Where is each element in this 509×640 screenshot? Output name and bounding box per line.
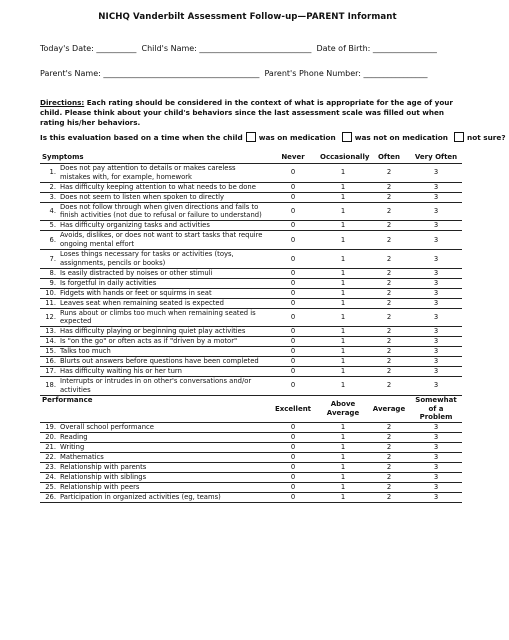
score-option[interactable]: 1 bbox=[318, 221, 368, 231]
symptom-text: Leaves seat when remaining seated is expected bbox=[58, 298, 268, 308]
header-occasionally: Occasionally bbox=[318, 152, 368, 163]
item-number: 26. bbox=[40, 492, 58, 502]
item-number: 10. bbox=[40, 288, 58, 298]
score-option[interactable]: 2 bbox=[368, 288, 410, 298]
symptom-row bbox=[40, 308, 462, 327]
symptom-text: Talks too much bbox=[58, 347, 268, 357]
item-number: 13. bbox=[40, 327, 58, 337]
score-option[interactable]: 3 bbox=[410, 192, 462, 202]
score-option[interactable]: 2 bbox=[368, 221, 410, 231]
score-option[interactable]: 3 bbox=[410, 433, 462, 443]
form-title: NICHQ Vanderbilt Assessment Follow-up—PARENT Informant bbox=[98, 12, 397, 22]
score-option[interactable]: 3 bbox=[410, 327, 462, 337]
score-option[interactable]: 0 bbox=[268, 337, 318, 347]
medication-question bbox=[40, 132, 509, 142]
symptom-text: Is easily distracted by noises or other stimuli bbox=[58, 268, 268, 278]
symptom-row bbox=[40, 192, 462, 202]
directions-text: Each rating should be considered in the context of what is appropriate for the age of your child. Please think about your child's behaviors since the last assessment scale was filled out when rating his/her behaviors. bbox=[40, 98, 453, 127]
score-option[interactable]: 3 bbox=[410, 357, 462, 367]
score-option[interactable]: 3 bbox=[410, 492, 462, 502]
directions-label: Directions: bbox=[40, 98, 85, 107]
score-option[interactable]: 2 bbox=[368, 298, 410, 308]
symptom-row bbox=[40, 376, 462, 395]
item-number: 2. bbox=[40, 182, 58, 192]
score-option[interactable]: 0 bbox=[268, 482, 318, 492]
not-sure-label: not sure? bbox=[467, 132, 506, 142]
score-option[interactable]: 0 bbox=[268, 221, 318, 231]
on-medication-label: was on medication bbox=[258, 132, 336, 142]
on-medication-checkbox[interactable] bbox=[246, 132, 256, 142]
score-option[interactable]: 0 bbox=[268, 443, 318, 453]
score-option[interactable]: 0 bbox=[268, 453, 318, 463]
item-number: 24. bbox=[40, 472, 58, 482]
score-option[interactable]: 3 bbox=[410, 443, 462, 453]
item-number: 3. bbox=[40, 192, 58, 202]
header-average: Average bbox=[368, 395, 410, 423]
directions-paragraph bbox=[40, 98, 460, 128]
symptom-text: Has difficulty playing or beginning quiet play activities bbox=[58, 327, 268, 337]
symptom-text: Is forgetful in daily activities bbox=[58, 278, 268, 288]
performance-text: Writing bbox=[58, 443, 268, 453]
performance-row bbox=[40, 443, 462, 453]
item-number: 11. bbox=[40, 298, 58, 308]
symptom-row bbox=[40, 202, 462, 221]
score-option[interactable]: 0 bbox=[268, 250, 318, 269]
score-option[interactable]: 3 bbox=[410, 221, 462, 231]
score-option[interactable]: 2 bbox=[368, 192, 410, 202]
symptom-row bbox=[40, 337, 462, 347]
score-option[interactable]: 2 bbox=[368, 327, 410, 337]
score-option[interactable]: 1 bbox=[318, 463, 368, 473]
score-option[interactable]: 3 bbox=[410, 366, 462, 376]
score-option[interactable]: 2 bbox=[368, 482, 410, 492]
score-option[interactable]: 0 bbox=[268, 202, 318, 221]
score-option[interactable]: 0 bbox=[268, 308, 318, 327]
score-option[interactable]: 0 bbox=[268, 278, 318, 288]
symptom-row bbox=[40, 250, 462, 269]
performance-row bbox=[40, 463, 462, 473]
performance-text: Reading bbox=[58, 433, 268, 443]
item-number: 20. bbox=[40, 433, 58, 443]
score-option[interactable]: 3 bbox=[410, 453, 462, 463]
symptom-text: Has difficulty waiting his or her turn bbox=[58, 366, 268, 376]
score-option[interactable]: 1 bbox=[318, 182, 368, 192]
item-number: 25. bbox=[40, 482, 58, 492]
symptom-text: Loses things necessary for tasks or activities (toys, assignments, pencils or books) bbox=[58, 250, 268, 269]
header-very-often: Very Often bbox=[410, 152, 462, 163]
score-option[interactable]: 1 bbox=[318, 192, 368, 202]
symptom-text: Fidgets with hands or feet or squirms in seat bbox=[58, 288, 268, 298]
symptom-text: Avoids, dislikes, or does not want to start tasks that require ongoing mental effort bbox=[58, 231, 268, 250]
score-option[interactable]: 3 bbox=[410, 231, 462, 250]
score-option[interactable]: 1 bbox=[318, 337, 368, 347]
performance-row bbox=[40, 453, 462, 463]
score-option[interactable]: 2 bbox=[368, 231, 410, 250]
score-option[interactable]: 2 bbox=[368, 453, 410, 463]
symptom-row bbox=[40, 163, 462, 182]
item-number: 18. bbox=[40, 376, 58, 395]
score-option[interactable]: 3 bbox=[410, 472, 462, 482]
score-option[interactable]: 2 bbox=[368, 308, 410, 327]
item-number: 14. bbox=[40, 337, 58, 347]
item-number: 21. bbox=[40, 443, 58, 453]
item-number: 5. bbox=[40, 221, 58, 231]
header-somewhat-of-a-problem: Somewhat of a Problem bbox=[410, 395, 462, 423]
item-number: 7. bbox=[40, 250, 58, 269]
score-option[interactable]: 0 bbox=[268, 192, 318, 202]
performance-row bbox=[40, 423, 462, 433]
score-option[interactable]: 2 bbox=[368, 433, 410, 443]
symptom-row bbox=[40, 366, 462, 376]
score-option[interactable]: 3 bbox=[410, 288, 462, 298]
symptom-text: Has difficulty organizing tasks and activities bbox=[58, 221, 268, 231]
symptoms-header-row bbox=[40, 152, 462, 163]
symptom-row bbox=[40, 357, 462, 367]
item-number: 4. bbox=[40, 202, 58, 221]
item-number: 19. bbox=[40, 423, 58, 433]
score-option[interactable]: 0 bbox=[268, 463, 318, 473]
score-option[interactable]: 0 bbox=[268, 288, 318, 298]
score-option[interactable]: 2 bbox=[368, 423, 410, 433]
score-option[interactable]: 2 bbox=[368, 268, 410, 278]
score-option[interactable]: 2 bbox=[368, 182, 410, 192]
score-option[interactable]: 1 bbox=[318, 482, 368, 492]
performance-text: Mathematics bbox=[58, 453, 268, 463]
item-number: 17. bbox=[40, 366, 58, 376]
score-option[interactable]: 1 bbox=[318, 347, 368, 357]
score-option[interactable]: 0 bbox=[268, 327, 318, 337]
score-option[interactable]: 2 bbox=[368, 376, 410, 395]
symptom-text: Does not follow through when given directions and fails to finish activities (not due to refusal or failure to understand) bbox=[58, 202, 268, 221]
performance-row bbox=[40, 492, 462, 502]
header-never: Never bbox=[268, 152, 318, 163]
header-often: Often bbox=[368, 152, 410, 163]
score-option[interactable]: 1 bbox=[318, 202, 368, 221]
symptom-text: Does not seem to listen when spoken to directly bbox=[58, 192, 268, 202]
score-option[interactable]: 1 bbox=[318, 492, 368, 502]
score-option[interactable]: 3 bbox=[410, 182, 462, 192]
score-option[interactable]: 3 bbox=[410, 250, 462, 269]
score-option[interactable]: 2 bbox=[368, 472, 410, 482]
child-info-line[interactable]: Today's Date: __________ Child's Name: ____________________________ Date of Birth: ________________ bbox=[40, 44, 437, 53]
score-option[interactable]: 2 bbox=[368, 366, 410, 376]
medication-question-text: Is this evaluation based on a time when the child bbox=[40, 132, 243, 142]
performance-row bbox=[40, 482, 462, 492]
performance-row bbox=[40, 472, 462, 482]
score-option[interactable]: 1 bbox=[318, 163, 368, 182]
score-option[interactable]: 2 bbox=[368, 278, 410, 288]
item-number: 16. bbox=[40, 357, 58, 367]
score-option[interactable]: 1 bbox=[318, 443, 368, 453]
not-on-medication-label: was not on medication bbox=[354, 132, 448, 142]
score-option[interactable]: 3 bbox=[410, 337, 462, 347]
score-option[interactable]: 1 bbox=[318, 278, 368, 288]
not-on-medication-checkbox[interactable] bbox=[342, 132, 352, 142]
item-number: 8. bbox=[40, 268, 58, 278]
score-option[interactable]: 0 bbox=[268, 472, 318, 482]
performance-text: Relationship with siblings bbox=[58, 472, 268, 482]
item-number: 12. bbox=[40, 308, 58, 327]
performance-text: Relationship with peers bbox=[58, 482, 268, 492]
score-option[interactable]: 0 bbox=[268, 357, 318, 367]
score-option[interactable]: 1 bbox=[318, 298, 368, 308]
score-option[interactable]: 3 bbox=[410, 308, 462, 327]
score-option[interactable]: 0 bbox=[268, 231, 318, 250]
performance-header-row bbox=[40, 395, 462, 423]
score-option[interactable]: 3 bbox=[410, 163, 462, 182]
symptom-row bbox=[40, 278, 462, 288]
score-option[interactable]: 0 bbox=[268, 492, 318, 502]
performance-header-label: Performance bbox=[40, 395, 268, 423]
score-option[interactable]: 1 bbox=[318, 327, 368, 337]
score-option[interactable]: 2 bbox=[368, 443, 410, 453]
score-option[interactable]: 3 bbox=[410, 347, 462, 357]
score-option[interactable]: 2 bbox=[368, 463, 410, 473]
header-excellent: Excellent bbox=[268, 395, 318, 423]
symptom-row bbox=[40, 231, 462, 250]
symptom-text: Interrupts or intrudes in on other's conversations and/or activities bbox=[58, 376, 268, 395]
not-sure-checkbox[interactable] bbox=[454, 132, 464, 142]
symptom-row bbox=[40, 182, 462, 192]
score-option[interactable]: 2 bbox=[368, 492, 410, 502]
score-option[interactable]: 1 bbox=[318, 453, 368, 463]
score-option[interactable]: 1 bbox=[318, 288, 368, 298]
score-option[interactable]: 1 bbox=[318, 376, 368, 395]
symptom-text: Has difficulty keeping attention to what needs to be done bbox=[58, 182, 268, 192]
score-option[interactable]: 3 bbox=[410, 298, 462, 308]
score-option[interactable]: 1 bbox=[318, 250, 368, 269]
symptom-row bbox=[40, 347, 462, 357]
symptom-text: Does not pay attention to details or makes careless mistakes with, for example, homework bbox=[58, 163, 268, 182]
score-option[interactable]: 0 bbox=[268, 347, 318, 357]
score-option[interactable]: 0 bbox=[268, 268, 318, 278]
score-option[interactable]: 0 bbox=[268, 182, 318, 192]
score-option[interactable]: 1 bbox=[318, 433, 368, 443]
score-option[interactable]: 2 bbox=[368, 202, 410, 221]
score-option[interactable]: 1 bbox=[318, 231, 368, 250]
item-number: 23. bbox=[40, 463, 58, 473]
score-option[interactable]: 1 bbox=[318, 268, 368, 278]
score-option[interactable]: 2 bbox=[368, 250, 410, 269]
symptoms-header-label: Symptoms bbox=[40, 152, 268, 163]
score-option[interactable]: 0 bbox=[268, 298, 318, 308]
symptom-text: Runs about or climbs too much when remaining seated is expected bbox=[58, 308, 268, 327]
score-option[interactable]: 0 bbox=[268, 433, 318, 443]
score-option[interactable]: 3 bbox=[410, 376, 462, 395]
score-option[interactable]: 1 bbox=[318, 472, 368, 482]
score-option[interactable]: 0 bbox=[268, 163, 318, 182]
score-option[interactable]: 2 bbox=[368, 357, 410, 367]
score-option[interactable]: 3 bbox=[410, 423, 462, 433]
symptom-row bbox=[40, 268, 462, 278]
score-option[interactable]: 1 bbox=[318, 308, 368, 327]
symptom-row bbox=[40, 298, 462, 308]
score-option[interactable]: 3 bbox=[410, 278, 462, 288]
performance-row bbox=[40, 433, 462, 443]
score-option[interactable]: 0 bbox=[268, 376, 318, 395]
score-option[interactable]: 1 bbox=[318, 423, 368, 433]
performance-text: Participation in organized activities (eg, teams) bbox=[58, 492, 268, 502]
performance-text: Overall school performance bbox=[58, 423, 268, 433]
performance-text: Relationship with parents bbox=[58, 463, 268, 473]
score-option[interactable]: 0 bbox=[268, 366, 318, 376]
score-option[interactable]: 2 bbox=[368, 337, 410, 347]
item-number: 6. bbox=[40, 231, 58, 250]
score-option[interactable]: 3 bbox=[410, 463, 462, 473]
parent-info-line[interactable]: Parent's Name: _______________________________________ Parent's Phone Number: ________________ bbox=[40, 69, 428, 78]
score-option[interactable]: 0 bbox=[268, 423, 318, 433]
symptom-text: Blurts out answers before questions have been completed bbox=[58, 357, 268, 367]
symptom-row bbox=[40, 221, 462, 231]
score-option[interactable]: 3 bbox=[410, 482, 462, 492]
score-option[interactable]: 2 bbox=[368, 347, 410, 357]
score-option[interactable]: 2 bbox=[368, 163, 410, 182]
header-above-average: Above Average bbox=[318, 395, 368, 423]
item-number: 9. bbox=[40, 278, 58, 288]
score-option[interactable]: 1 bbox=[318, 366, 368, 376]
item-number: 22. bbox=[40, 453, 58, 463]
symptom-row bbox=[40, 327, 462, 337]
score-option[interactable]: 1 bbox=[318, 357, 368, 367]
item-number: 15. bbox=[40, 347, 58, 357]
score-option[interactable]: 3 bbox=[410, 268, 462, 278]
symptom-row bbox=[40, 288, 462, 298]
score-option[interactable]: 3 bbox=[410, 202, 462, 221]
rating-table bbox=[40, 152, 462, 503]
symptom-text: Is "on the go" or often acts as if "driven by a motor" bbox=[58, 337, 268, 347]
item-number: 1. bbox=[40, 163, 58, 182]
